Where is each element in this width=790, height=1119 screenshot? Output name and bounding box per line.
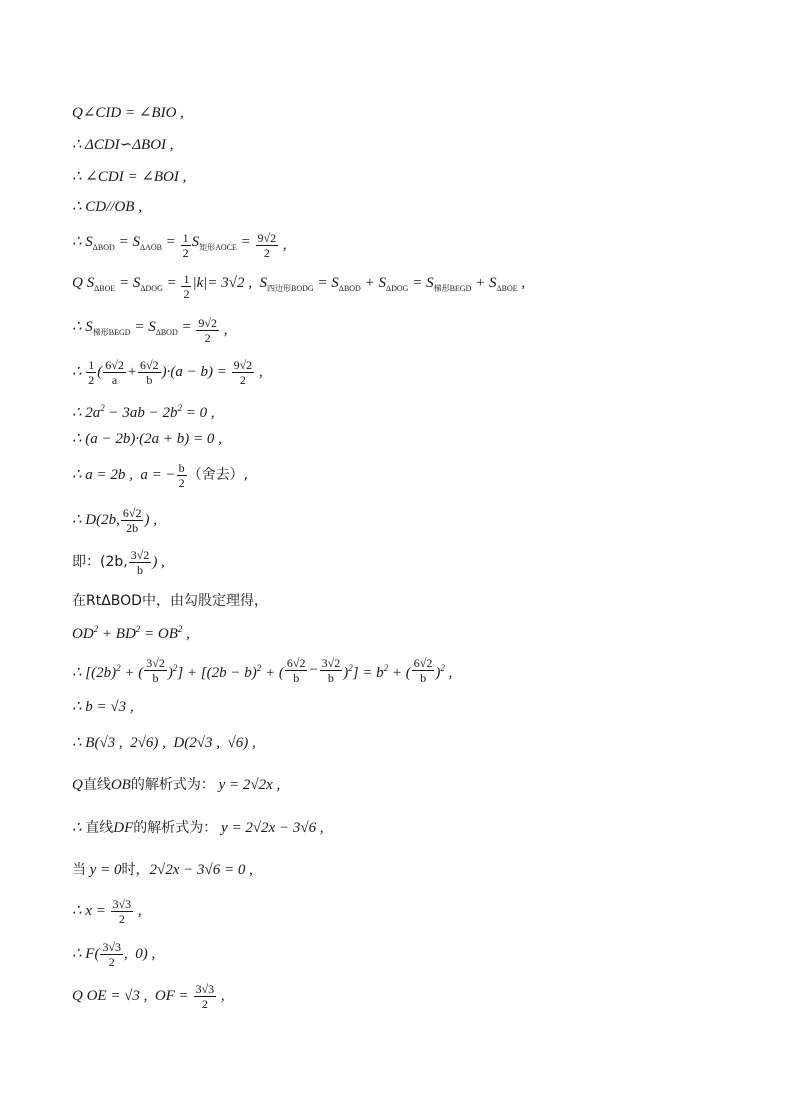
solution-line: Q∠CID = ∠BIO , xyxy=(72,105,184,121)
solution-line: ∴ a = 2b , a = − $\frac{b}{2}$ （舍去）, xyxy=(72,460,249,490)
solution-line: Q OE = √3 , OF = $\frac{3√3}{2}$ , xyxy=(72,981,225,1011)
solution-line: ∴ D(2b, $\frac{6√2}{2b}$ ) , xyxy=(72,505,157,535)
solution-line: ∴ B(√3 , 2√6) , D(2√3 , √6) , xyxy=(72,735,256,751)
solution-line: Q 直线 OB 的解析式为： y = 2√2x , xyxy=(72,777,281,793)
solution-line: ∴ $S_{\Delta BOD} = S_{\Delta AOB}$ = $\frac{1}{2}$ $S_{矩形AOCE}$ = $\frac{9√2}{2}$ , xyxy=(72,230,287,260)
solution-line: ∴ $\frac{1}{2}$ ( $\frac{6√2}{a}$ + $\frac{6√2}{b}$ )·(a − b) = $\frac{9√2}{2}$ , xyxy=(72,357,263,387)
solution-line: ∴ F( $\frac{3√3}{2}$ , 0) , xyxy=(72,939,156,969)
solution-line: ∴ x = $\frac{3√3}{2}$ , xyxy=(72,896,142,926)
solution-line: 当 y = 0 时， 2√2x − 3√6 = 0 , xyxy=(72,862,253,878)
solution-line: 即：(2b, $\frac{3√2}{b}$ ) , xyxy=(72,547,165,577)
solution-line: Q $S_{\Delta BOE} = S_{\Delta DOG}$ = $\frac{1}{2}$ |k|= 3√2 , $S_{四边形BODG} = S_{\Delta BOD} + S_{\Delta DOG} = S_{梯形BEGD} + S_{\Delta BOE}$ , xyxy=(72,271,526,301)
solution-line: 在RtΔBOD中，由勾股定理得， xyxy=(72,593,268,609)
solution-line: ∴ [$(2b)^2$ + ( $\frac{3√2}{b}$ )$^2] + [(2b - b)^2$ + ( $\frac{6√2}{b}$ − $\frac{3√2}{b}$ )$^2] = b^2$ + ( $\frac{6√2}{b}$ )$^2$ , xyxy=(72,655,453,685)
solution-line: ∴ CD//OB , xyxy=(72,199,142,215)
solution-line: ∴ $2a^2 - 3ab - 2b^2 = 0$ , xyxy=(72,402,215,421)
solution-line: $OD^2 + BD^2 = OB^2$ , xyxy=(72,623,190,642)
solution-line: ∴ 直线 DF 的解析式为： y = 2√2x − 3√6 , xyxy=(72,820,324,836)
solution-line: ∴ $S_{梯形BEGD} = S_{\Delta BOD}$ = $\frac{9√2}{2}$ , xyxy=(72,315,228,345)
solution-line: ∴ ΔCDI∽ΔBOI , xyxy=(72,137,174,153)
solution-line: ∴ ∠CDI = ∠BOI , xyxy=(72,169,187,185)
solution-line: ∴ (a − 2b)·(2a + b) = 0 , xyxy=(72,431,222,447)
solution-line: ∴ b = √3 , xyxy=(72,699,134,715)
